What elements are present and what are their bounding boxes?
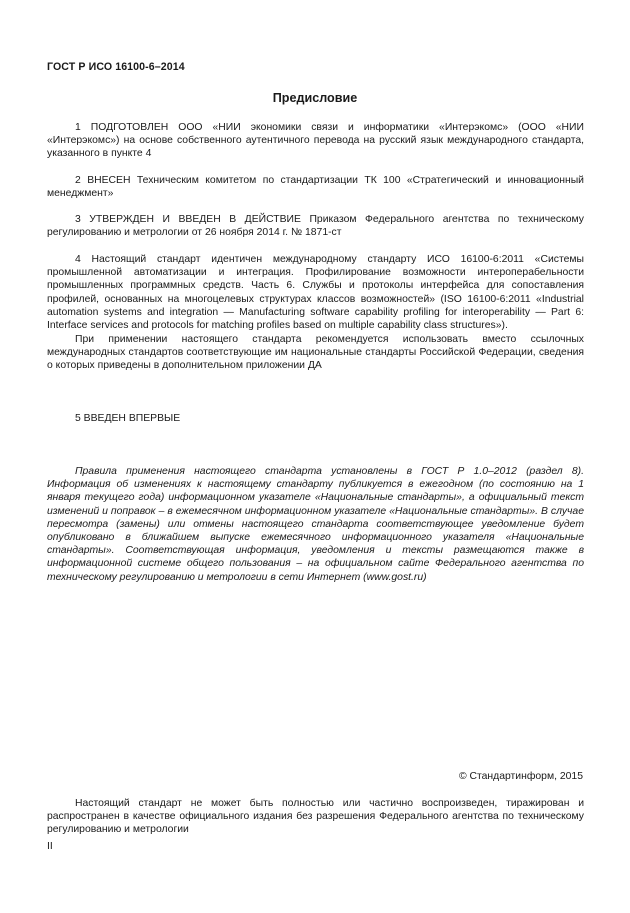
paragraph-references-note: При применении настоящего стандарта рекомендуется использовать вместо ссылочных международных стандартов соответствующие им национальные стандарты Российской Федерации, сведения о которых приведены в дополнительном приложении ДА (47, 334, 584, 372)
paragraph-application-rules: Правила применения настоящего стандарта установлены в ГОСТ Р 1.0–2012 (раздел 8). Информация об изменениях к настоящему стандарту публикуется в ежегодном (по состоянию на 1 января текущего года) информационном указателе «Национальные стандарты», а официальный текст изменений и поправок – в ежемесячном информационном указателе «Национальные стандарты». В случае пересмотра (замены) или отмены настоящего стандарта соответствующее уведомление будет опубликовано в ближайшем выпуске ежемесячного информационного указателя «Национальные стандарты». Соответствующая информация, уведомления и тексты размещаются также в информационной системе общего пользования – на официальном сайте Федерального агентства по техническому регулированию и метрологии в сети Интернет (www.gost.ru) (47, 466, 584, 583)
document-code: ГОСТ Р ИСО 16100-6–2014 (47, 61, 185, 73)
page-number: II (47, 841, 53, 852)
copyright-line: © Стандартинформ, 2015 (458, 771, 583, 782)
page-title: Предисловие (272, 91, 358, 105)
paragraph-introduced: 5 ВВЕДЕН ВПЕРВЫЕ (75, 413, 181, 424)
paragraph-identical-standard: 4 Настоящий стандарт идентичен международному стандарту ИСО 16100-6:2011 «Системы промышленной автоматизации и интеграция. Профилирование возможности интероперабельности промышленных программных средств. Часть 6. Службы и протоколы интерфейса для сопоставления профилей, основанных на многоцелевых структурах классов возможностей» (ISO 16100-6:2011 «Industrial automation systems and integration — Manufacturing software capability profiling for interoperability — Part 6: Interface services and protocols for matching profiles based on multiple capability class structures»). (47, 254, 584, 332)
paragraph-prepared-by: 1 ПОДГОТОВЛЕН ООО «НИИ экономики связи и информатики «Интерэкомс» (ООО «НИИ «Интерэкомс») на основе собственного аутентичного перевода на русский язык международного стандарта, указанного в пункте 4 (47, 122, 584, 160)
paragraph-submitted-by: 2 ВНЕСЕН Техническим комитетом по стандартизации ТК 100 «Стратегический и инновационный менеджмент» (47, 175, 584, 200)
paragraph-approved: 3 УТВЕРЖДЕН И ВВЕДЕН В ДЕЙСТВИЕ Приказом Федерального агентства по техническому регулированию и метрологии от 26 ноября 2014 г. № 1871-ст (47, 214, 584, 239)
reproduction-notice: Настоящий стандарт не может быть полностью или частично воспроизведен, тиражирован и распространен в качестве официального издания без разрешения Федерального агентства по техническому регулированию и метрологии (47, 798, 584, 836)
